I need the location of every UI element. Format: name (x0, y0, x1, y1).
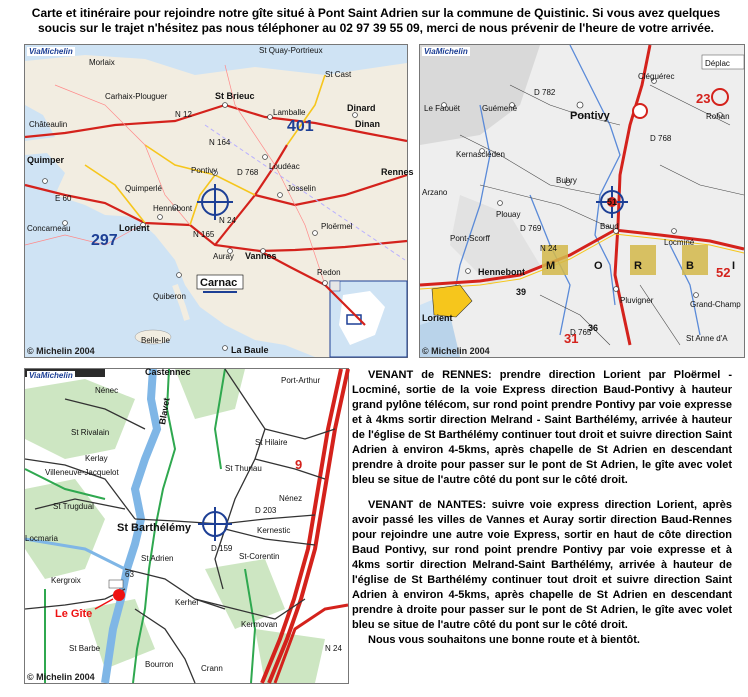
map-bretagne-graphic (25, 45, 414, 357)
map-copyright-3: © Michelin 2004 (27, 672, 95, 682)
directions-rennes: VENANT de RENNES: prendre direction Lorient par Ploërmel - Locminé, sortie de la voie Express direction Baud-Pontivy à hauteur grand pylône télécom, sur rond point prendre Pontivy par voie expresse et à 4kms sortir direction Melrand - Saint Barthélémy, arrivée à hauteur de l'église de St Barthélémy continuer tout droit et suivre direction Saint Adrien à environ 4-5kms, après chapelle de St Adrien en descendant prendre à droite pour passer sur le pont de St Adrien, le gîte avec volet bleu se situe de l'autre côté du pont sur le côté droit. (352, 369, 732, 486)
town-villeneuve: Villeneuve-Jacquelot (45, 468, 119, 477)
morbihan-letter-r: R (634, 260, 642, 272)
town-kergroix: Kergroix (51, 576, 81, 585)
town-rennes: Rennes (381, 167, 414, 177)
intro-text: Carte et itinéraire pour rejoindre notre gîte situé à Pont Saint Adrien sur la commune de Quistinic. Si vous avez quelques soucis sur le trajet n'hésitez pas nous téléphoner au 02 97 39 55 09, merci de nous prévenir de l'heure de votre arrivée. (31, 6, 721, 35)
map-morbihan[interactable] (419, 44, 745, 358)
town-locmaria: Locmaria (25, 534, 58, 543)
town-carhaix: Carhaix-Plouguer (105, 92, 168, 101)
town-plouay: Plouay (496, 210, 521, 219)
route-31: 31 (564, 331, 579, 346)
town-rohan: Rohan (706, 112, 730, 121)
town-pont-scorff: Pont-Scorff (450, 234, 490, 243)
town-st-barthelemy: St Barthélémy (117, 522, 191, 534)
route-d768: D 768 (237, 168, 259, 177)
route-d769: D 769 (520, 224, 542, 233)
town-kerlay: Kerlay (85, 454, 108, 463)
town-st-corentin: St-Corentin (239, 552, 280, 561)
town-kernascleden: Kernascléden (456, 150, 505, 159)
town-lamballe: Lamballe (273, 108, 306, 117)
route-39: 39 (516, 287, 527, 297)
town-quimper: Quimper (27, 155, 65, 165)
route-n164: N 164 (209, 138, 231, 147)
town-st-anne: St Anne d'A (686, 334, 728, 343)
town-lorient: Lorient (119, 223, 150, 233)
town-st-brieuc: St Brieuc (215, 91, 255, 101)
town-quiberon: Quiberon (153, 292, 186, 301)
town-concarneau: Concarneau (27, 224, 71, 233)
town-cleguerec: Cléguérec (638, 72, 675, 81)
town-nenec: Nénec (95, 386, 119, 395)
directions-closing: Nous vous souhaitons une bonne route et à bientôt. (368, 634, 640, 646)
town-morlaix: Morlaix (89, 58, 115, 67)
route-e60: E 60 (55, 194, 72, 203)
town-quimperle: Quimperlé (125, 184, 162, 193)
town-pontivy: Pontivy (191, 166, 218, 175)
route-d203: D 203 (255, 506, 277, 515)
town-grand-champ: Grand-Champ (690, 300, 741, 309)
town-guemene: Guémené (482, 104, 518, 113)
town-la-baule: La Baule (231, 345, 269, 355)
town-hennebont-2: Hennebont (478, 267, 525, 277)
town-lorient-2: Lorient (422, 313, 453, 323)
town-st-adrien: St Adrien (141, 554, 174, 563)
route-d765: D 765 (570, 328, 592, 337)
route-n12: N 12 (175, 110, 192, 119)
town-pluvigner: Pluvigner (620, 296, 654, 305)
route-51: 51 (607, 197, 618, 207)
route-63: 63 (125, 570, 134, 579)
map-detail-gite[interactable] (24, 368, 349, 684)
town-hennebont: Hennebont (153, 204, 193, 213)
town-locmine: Locminé (664, 238, 695, 247)
town-port-arthur: Port-Arthur (281, 376, 321, 385)
route-36: 36 (588, 323, 599, 333)
town-st-quay: St Quay-Portrieux (259, 46, 323, 55)
route-23: 23 (696, 91, 711, 106)
town-arzano: Arzano (422, 188, 448, 197)
route-d768-2: D 768 (650, 134, 672, 143)
michelin-logo: ViaMichelin (29, 47, 73, 56)
town-nenez: Nénez (279, 494, 303, 503)
town-ploermel: Ploërmel (321, 222, 353, 231)
route-9: 9 (295, 457, 303, 472)
town-josselin: Josselin (287, 184, 316, 193)
michelin-logo-3: ViaMichelin (29, 371, 73, 380)
town-st-trugdual: St Trugdual (53, 502, 94, 511)
town-pontivy-2: Pontivy (570, 110, 610, 122)
route-n24: N 24 (219, 216, 236, 225)
map-copyright-2: © Michelin 2004 (422, 346, 490, 356)
map-detail-graphic (25, 369, 348, 683)
michelin-logo-2: ViaMichelin (424, 47, 468, 56)
town-st-hilaire: St Hilaire (255, 438, 288, 447)
morbihan-letter-m: M (546, 260, 556, 272)
town-loudeac: Loudéac (269, 162, 300, 171)
town-kernestic: Kernestic (257, 526, 291, 535)
map-copyright: © Michelin 2004 (27, 346, 95, 356)
map-morbihan-graphic (420, 45, 744, 357)
morbihan-letter-b: B (686, 260, 694, 272)
town-vannes: Vannes (245, 251, 277, 261)
town-castennec: Castennec (145, 367, 191, 377)
route-52: 52 (716, 265, 731, 280)
route-297: 297 (91, 232, 118, 249)
route-n24-3: N 24 (325, 644, 342, 653)
route-401: 401 (287, 118, 314, 135)
town-st-rivalain: St Rivalain (71, 428, 110, 437)
town-chateaulin: Châteaulin (29, 120, 68, 129)
route-n165: N 165 (193, 230, 215, 239)
town-kerhel: Kerhel (175, 598, 199, 607)
town-dinard: Dinard (347, 103, 376, 113)
route-d782: D 782 (534, 88, 556, 97)
town-st-barbe: St Barbe (69, 644, 101, 653)
directions-nantes: VENANT de NANTES: suivre voie express direction Lorient, après avoir passé les villes de Vannes et Auray sortir direction Baud-Rennes pour rejoindre une autre voie Express, sortir en haut de côte direction Baud Pontivy, sur rond point prendre Pontivy par voie expresse et à 4kms sortir direction Melrand-Saint Barthélémy, arrivée à hauteur de l'église de St Barthélémy continuer tout droit et suivre direction Saint Adrien à environ 4-5kms, après chapelle de St Adrien en descendant prendre à droite pour passer sur le pont de St Adrien, le gîte avec volet bleu se situe de l'autre côté du pont sur le côté droit. (352, 499, 732, 631)
town-bubry: Bubry (556, 176, 577, 185)
town-redon: Redon (317, 268, 341, 277)
deplacer-button-label: Déplac (705, 59, 730, 68)
town-baud: Baud (600, 222, 619, 231)
route-d159: D 159 (211, 544, 233, 553)
town-dinan: Dinan (355, 119, 381, 129)
town-bourron: Bourron (145, 660, 174, 669)
route-n24-2: N 24 (540, 244, 557, 253)
gite-label: Le Gîte (55, 608, 93, 620)
town-st-cast: St Cast (325, 70, 352, 79)
town-le-faouet: Le Faouët (424, 104, 461, 113)
town-belle-ile: Belle-Ile (141, 336, 170, 345)
morbihan-letter-i: I (732, 260, 736, 272)
morbihan-letter-o: O (594, 260, 603, 272)
town-kermovan: Kermovan (241, 620, 278, 629)
map-bretagne[interactable] (24, 44, 414, 358)
town-carnac: Carnac (200, 277, 238, 289)
town-crann: Crann (201, 664, 223, 673)
directions-text (352, 368, 732, 648)
river-blavet: Blavet (157, 397, 172, 426)
town-st-thuriau: St Thuriau (225, 464, 262, 473)
town-auray: Auray (213, 252, 234, 261)
